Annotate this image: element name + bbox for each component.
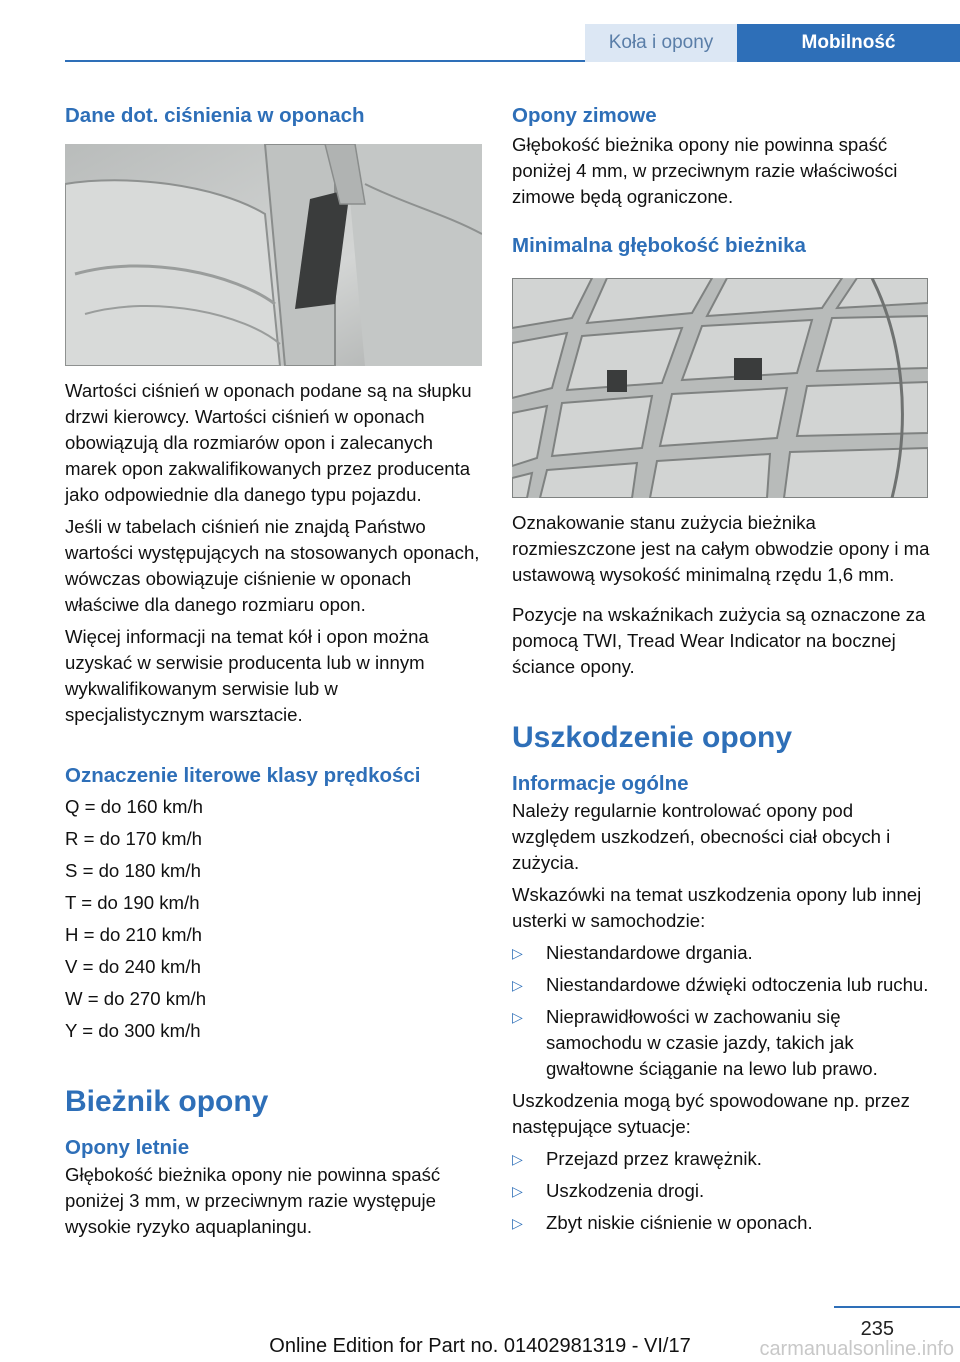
page-number: 235: [860, 1318, 894, 1340]
heading-winter-tires: Opony zimowe: [512, 104, 657, 127]
bullet-arrow-icon: ▷: [512, 1009, 523, 1025]
paragraph-check-tires: Należy regularnie kontrolować opony pod względem uszkodzeń, obecności ciał obcych i zużycia.: [512, 800, 891, 873]
speed-item: W = do 270 km/h: [65, 988, 207, 1009]
list-item: ▷ Niestandardowe dźwięki odtoczenia lub ruchu.: [512, 972, 932, 998]
paragraph-more-info: Więcej informacji na temat kół i opon można uzyskać w serwisie producenta lub w innym wykwalifikowanym serwisie lub w specjalistycznym warsztacie.: [65, 626, 429, 725]
damage-causes-list: [512, 1146, 932, 1236]
paragraph-winter-tires: Głębokość bieżnika opony nie powinna spaść poniżej 4 mm, w przeciwnym razie właściwości zimowe będą ograniczone.: [512, 134, 898, 207]
bullet-arrow-icon: ▷: [512, 1183, 523, 1199]
heading-min-tread: Minimalna głębokość bieżnika: [512, 234, 806, 257]
speed-item: R = do 170 km/h: [65, 828, 202, 849]
right-column: [512, 102, 932, 1236]
door-pillar-figure: [65, 144, 482, 366]
speed-item: S = do 180 km/h: [65, 860, 201, 881]
paragraph-pressure-missing: Jeśli w tabelach ciśnień nie znajdą Państwo wartości występujących na stosowanych oponach, wówczas obowiązuje ciśnienie w oponach właściwe dla danego rozmiaru opon.: [65, 516, 480, 615]
list-item: ▷ Uszkodzenia drogi.: [512, 1178, 932, 1204]
left-column: [65, 102, 482, 1240]
heading-pressure-data: Dane dot. ciśnienia w oponach: [65, 104, 365, 127]
paragraph-wear-marking: Oznakowanie stanu zużycia bieżnika rozmieszczone jest na całym obwodzie opony i ma ustawową wysokość minimalną rzędu 1,6 mm.: [512, 512, 930, 585]
watermark: carmanualsonline.info: [759, 1338, 954, 1360]
heading-tire-damage: Uszkodzenie opony: [512, 721, 793, 754]
door-pillar-illustration: [65, 144, 482, 366]
edition-text: Online Edition for Part no. 01402981319 - VI/17: [269, 1335, 691, 1357]
paragraph-damage-causes: Uszkodzenia mogą być spowodowane np. przez następujące sytuacje:: [512, 1090, 910, 1137]
speed-item: T = do 190 km/h: [65, 892, 200, 913]
speed-item: V = do 240 km/h: [65, 956, 201, 977]
paragraph-pressure-info: Wartości ciśnień w oponach podane są na słupku drzwi kierowcy. Wartości ciśnień w oponach obowiązują dla rozmiarów opon i zalecanych marek opon zakwalifikowanych przez producenta jako odpowiednie dla danego typu pojazdu.: [65, 380, 472, 505]
list-item: ▷ Przejazd przez krawężnik.: [512, 1146, 932, 1172]
tread-figure: [512, 278, 928, 498]
list-item: ▷ Zbyt niskie ciśnienie w oponach.: [512, 1210, 932, 1236]
footer: [0, 1335, 960, 1358]
tab-section[interactable]: Koła i opony: [585, 24, 737, 62]
tab-chapter[interactable]: Mobilność: [737, 24, 960, 62]
speed-item: Q = do 160 km/h: [65, 796, 203, 817]
bullet-arrow-icon: ▷: [512, 1151, 523, 1167]
paragraph-damage-hints: Wskazówki na temat uszkodzenia opony lub innej usterki w samochodzie:: [512, 884, 922, 931]
damage-signs-list: [512, 940, 932, 1082]
heading-general-info: Informacje ogólne: [512, 772, 689, 795]
heading-speed-class: Oznaczenie literowe klasy prędkości: [65, 764, 421, 787]
list-item: ▷ Niestandardowe drgania.: [512, 940, 932, 966]
tread-wear-indicator-illustration: [512, 278, 928, 498]
paragraph-summer-tires: Głębokość bieżnika opony nie powinna spaść poniżej 3 mm, w przeciwnym razie występuje wysokie ryzyko aquaplaningu.: [65, 1164, 441, 1237]
bullet-arrow-icon: ▷: [512, 1215, 523, 1231]
heading-summer-tires: Opony letnie: [65, 1136, 190, 1159]
speed-item: H = do 210 km/h: [65, 924, 202, 945]
list-item: ▷ Nieprawidłowości w zachowaniu się samochodu w czasie jazdy, takich jak gwałtowne ściąganie na lewo lub prawo.: [512, 1006, 878, 1079]
speed-item: Y = do 300 km/h: [65, 1020, 201, 1041]
bullet-arrow-icon: ▷: [512, 945, 523, 961]
paragraph-twi: Pozycje na wskaźnikach zużycia są oznaczone za pomocą TWI, Tread Wear Indicator na bocznej ściance opony.: [512, 604, 926, 677]
heading-tread: Bieżnik opony: [65, 1085, 269, 1118]
footer-rule: [834, 1306, 960, 1308]
speed-list: [65, 794, 482, 1044]
bullet-arrow-icon: ▷: [512, 977, 523, 993]
